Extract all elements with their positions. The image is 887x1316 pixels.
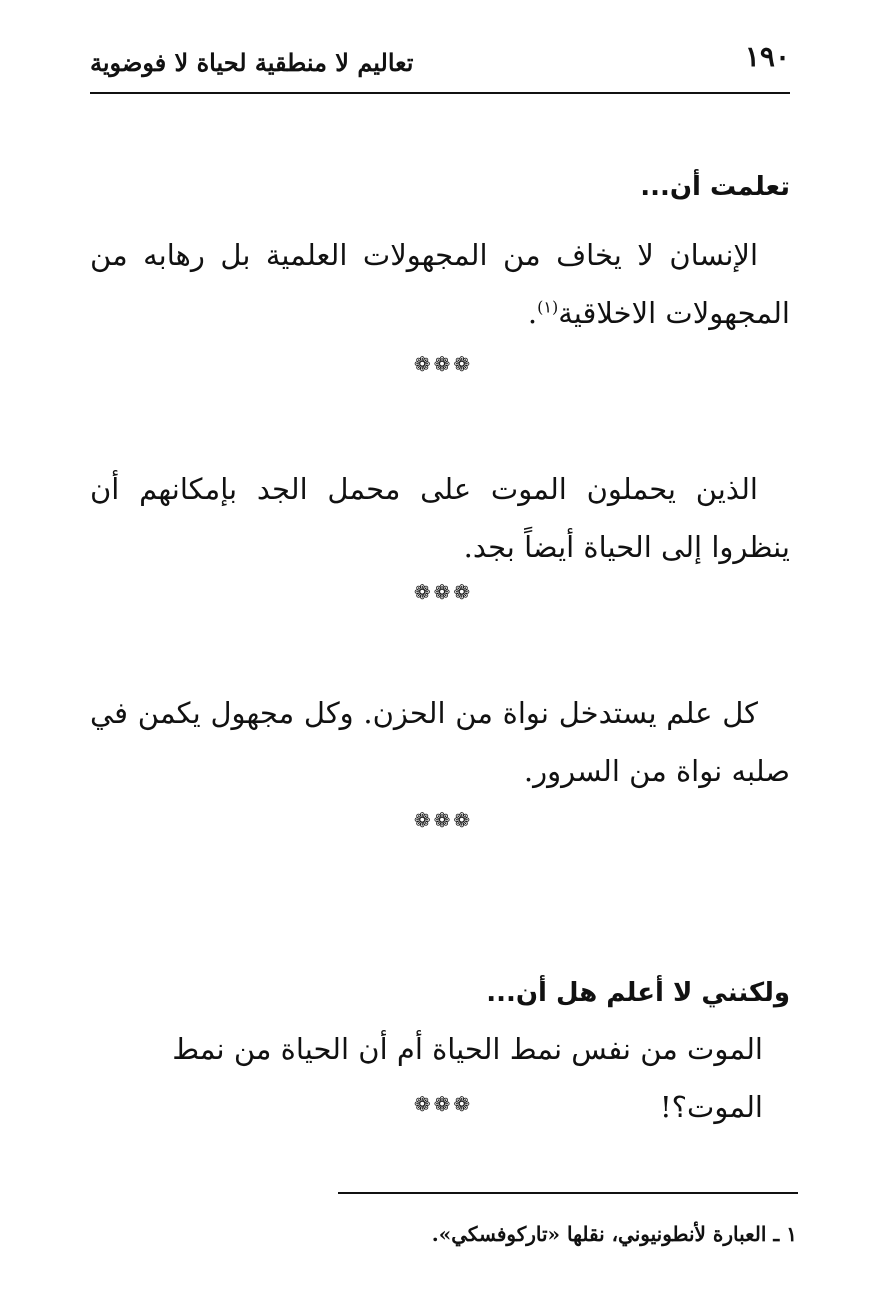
section-separator-1: ❁❁❁ xyxy=(413,352,474,376)
paragraph-1-text: الإنسان لا يخاف من المجهولات العلمية بل رهابه من المجهولات الاخلاقية xyxy=(90,238,790,330)
footnote-rule xyxy=(338,1192,798,1194)
page-number: ١٩٠ xyxy=(744,40,790,73)
paragraph-3: كل علم يستدخل نواة من الحزن. وكل مجهول يكمن في صلبه نواة من السرور. xyxy=(90,696,790,788)
section-separator-2: ❁❁❁ xyxy=(413,580,474,604)
running-title: تعاليم لا منطقية لحياة لا فوضوية xyxy=(90,48,414,77)
footnote-reference: (١) xyxy=(537,297,559,317)
section-separator-4: ❁❁❁ xyxy=(413,1092,474,1116)
page-header xyxy=(90,40,790,94)
section-separator-3: ❁❁❁ xyxy=(413,808,474,832)
paragraph-2: الذين يحملون الموت على محمل الجد بإمكانهم أن ينظروا إلى الحياة أيضاً بجد. xyxy=(90,472,790,564)
footnote: ١ ـ العبارة لأنطونيوني، نقلها «تاركوفسكي». xyxy=(431,1222,797,1246)
paragraph-1 xyxy=(90,226,790,342)
paragraph-4: الموت من نفس نمط الحياة أم أن الحياة من نمط الموت؟! xyxy=(172,1032,763,1124)
section-heading-1: تعلمت أن... xyxy=(640,172,790,202)
section-heading-2: ولكنني لا أعلم هل أن... xyxy=(486,978,790,1008)
paragraph-1-end: . xyxy=(527,296,538,330)
